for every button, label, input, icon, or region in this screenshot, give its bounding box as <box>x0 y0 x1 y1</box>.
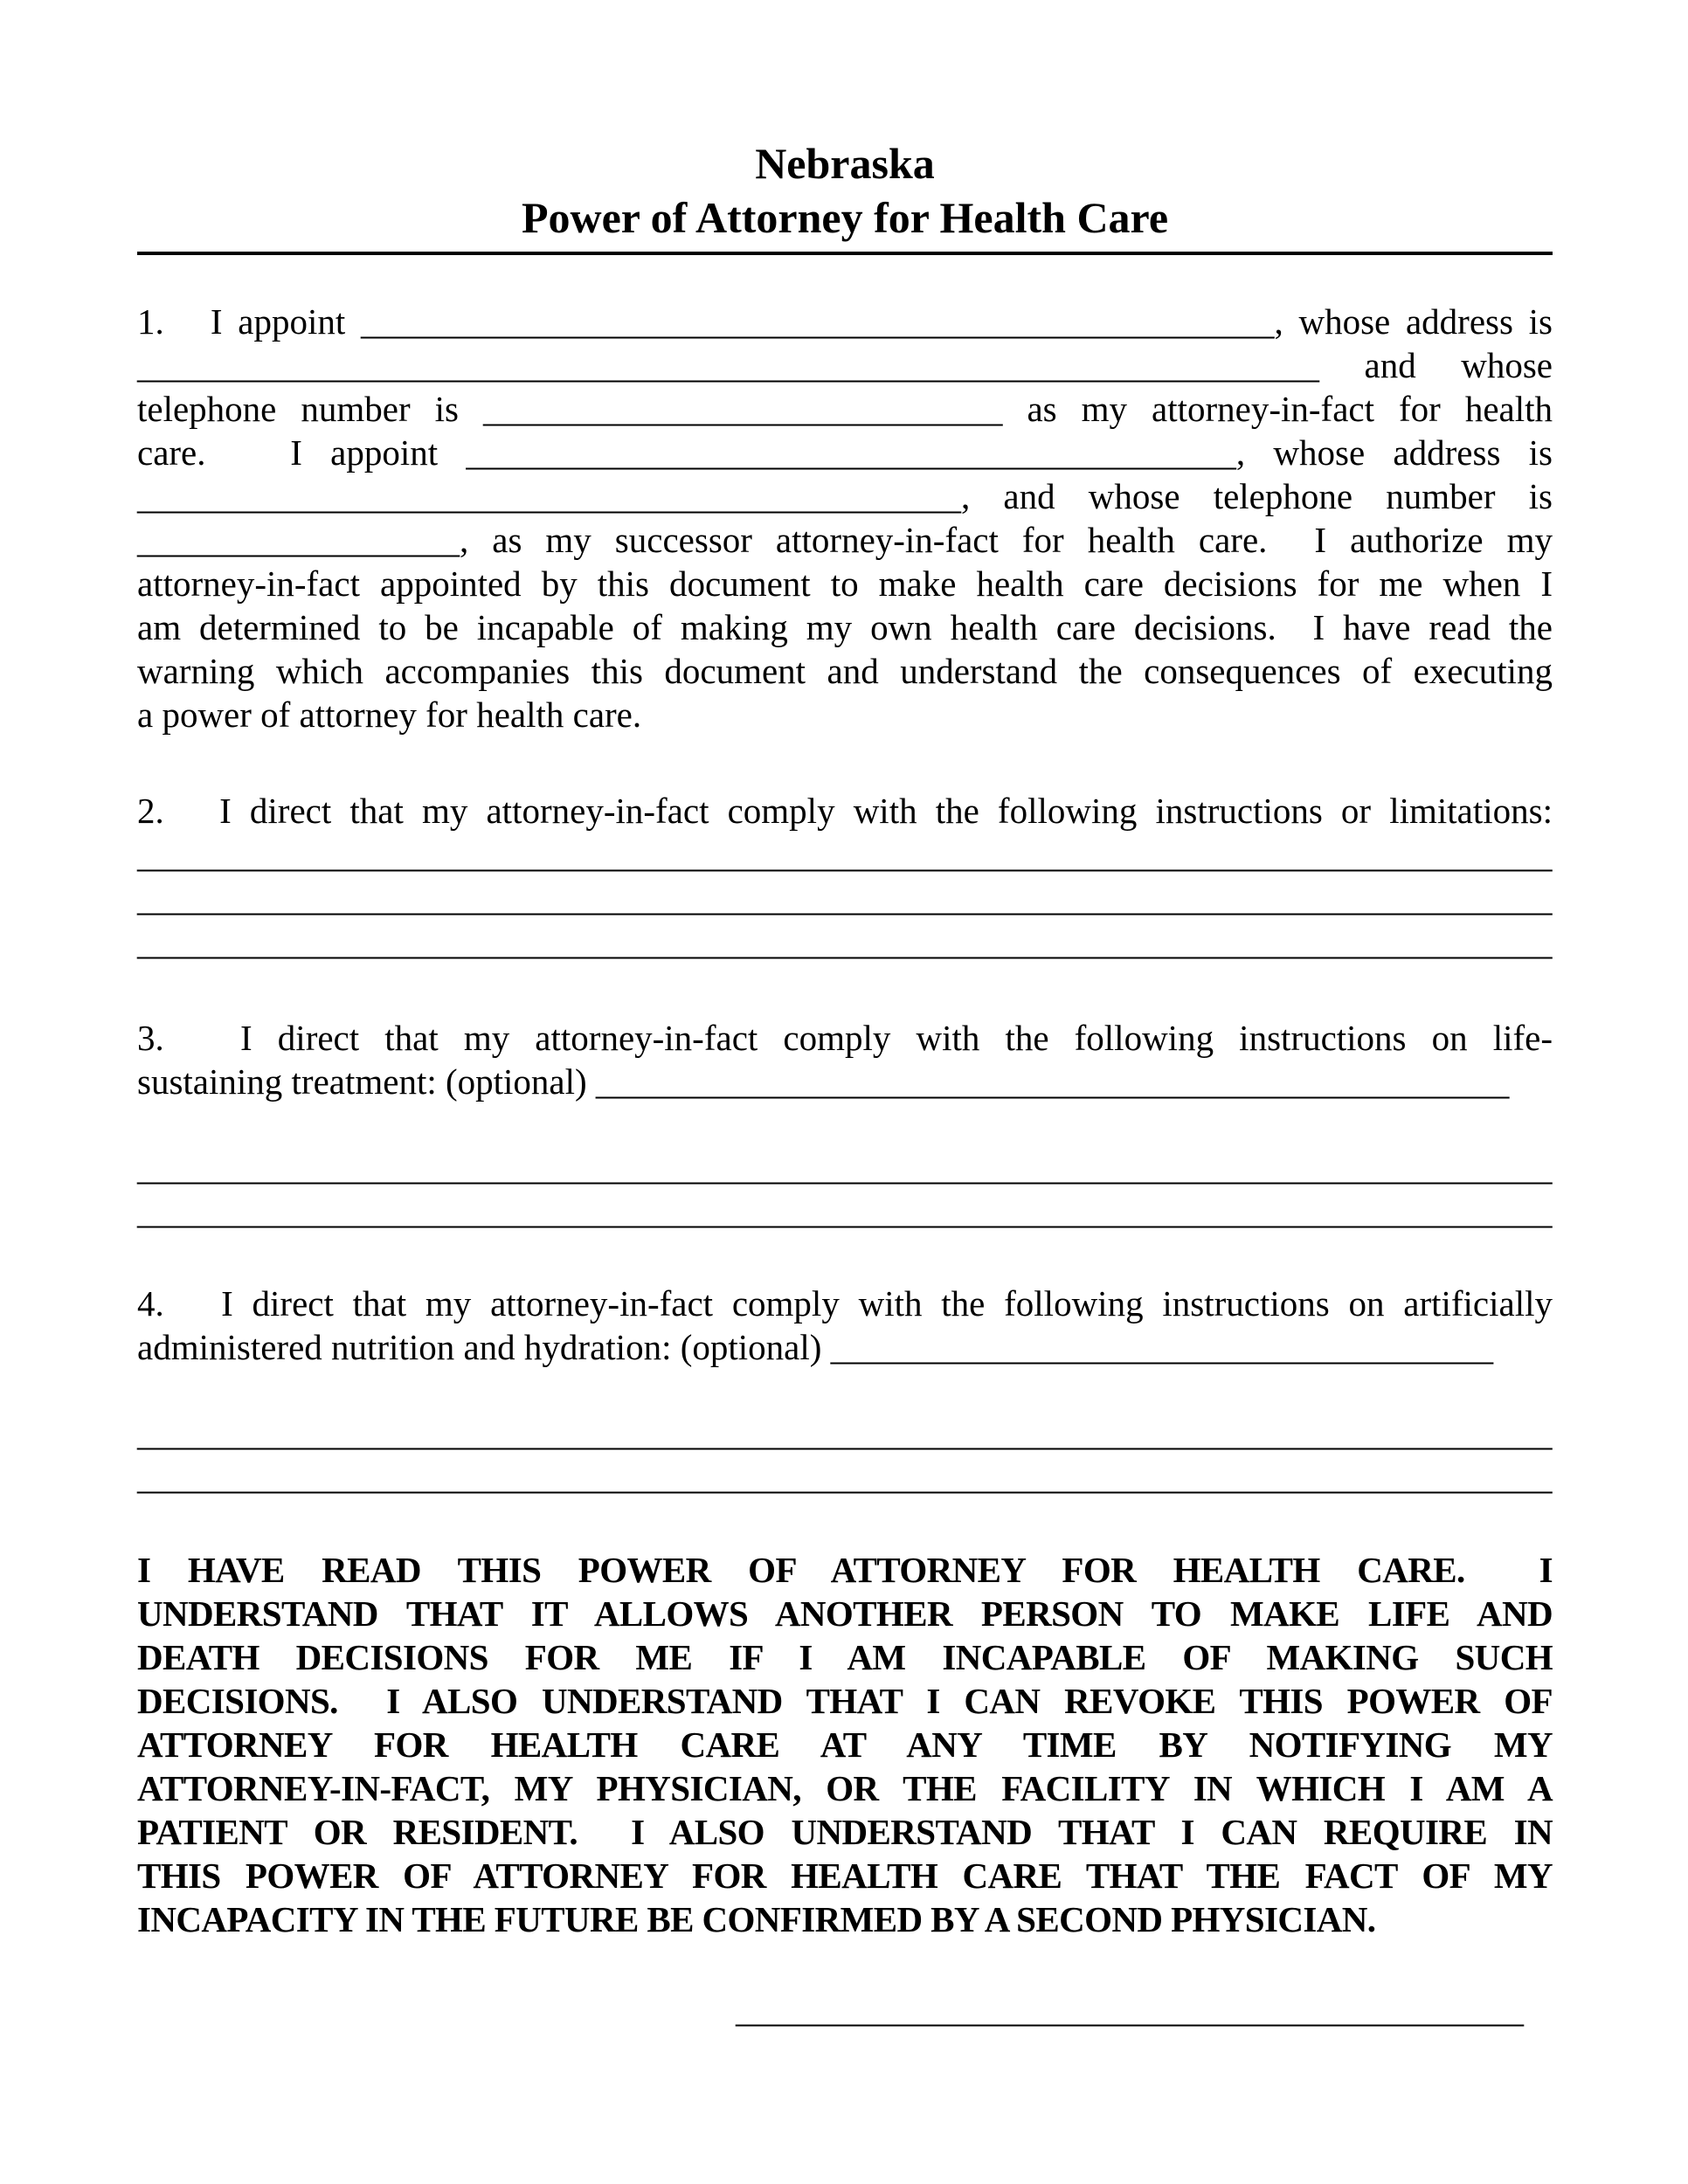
acknowledgment-paragraph <box>137 1548 1553 1941</box>
text-line: ATTORNEY FOR HEALTH CARE AT ANY TIME BY NOTIFYING MY <box>137 1724 1553 1765</box>
text-line: 4. I direct that my attorney-in-fact comply with the following instructions on artificially <box>137 1283 1553 1324</box>
blank-line: _______________________________________________________________________________ <box>137 878 1553 918</box>
document-title <box>137 136 1553 245</box>
text-line: DEATH DECISIONS FOR ME IF I AM INCAPABLE OF MAKING SUCH <box>137 1637 1553 1677</box>
blank-line: _______________________________________________________________________________ <box>137 834 1553 874</box>
title-rule <box>137 252 1553 255</box>
text-line: 2. I direct that my attorney-in-fact comply with the following instructions or limitations: <box>137 791 1553 831</box>
text-line: THIS POWER OF ATTORNEY FOR HEALTH CARE THAT THE FACT OF MY <box>137 1856 1553 1896</box>
text-line: 1. I appoint ___________________________________________________, whose address is <box>137 301 1553 342</box>
title-subject: Power of Attorney for Health Care <box>521 193 1169 242</box>
blank-line: _______________________________________________________________________________ <box>137 1413 1553 1453</box>
blank-line: _______________________________________________________________________________ <box>137 1456 1553 1496</box>
blank-line: _______________________________________________________________________________ <box>137 1191 1553 1231</box>
paragraph-3-write-in-lines <box>137 1145 1553 1233</box>
text-line: INCAPACITY IN THE FUTURE BE CONFIRMED BY A SECOND PHYSICIAN. <box>137 1899 1376 1939</box>
text-line: attorney-in-fact appointed by this document to make health care decisions for me when I <box>137 563 1553 604</box>
text-line: I HAVE READ THIS POWER OF ATTORNEY FOR HEALTH CARE. I <box>137 1550 1553 1590</box>
text-line: ATTORNEY-IN-FACT, MY PHYSICIAN, OR THE FACILITY IN WHICH I AM A <box>137 1768 1553 1808</box>
paragraph-2-instructions <box>137 789 1553 833</box>
blank-line: _______________________________________________________________________________ <box>137 1147 1553 1187</box>
text-line: 3. I direct that my attorney-in-fact comply with the following instructions on life- <box>137 1018 1553 1058</box>
text-line: __________________________________________________________________ and whose <box>137 345 1553 385</box>
paragraph-2-write-in-lines <box>137 833 1553 964</box>
signature-line: ____________________________________________ <box>736 1989 1524 2029</box>
title-state: Nebraska <box>755 139 935 188</box>
text-line: a power of attorney for health care. <box>137 695 642 735</box>
text-line: sustaining treatment: (optional) ___________________________________________________ <box>137 1061 1510 1102</box>
text-line: administered nutrition and hydration: (optional) _____________________________________ <box>137 1327 1494 1367</box>
text-line: UNDERSTAND THAT IT ALLOWS ANOTHER PERSON TO MAKE LIFE AND <box>137 1593 1553 1634</box>
text-line: DECISIONS. I ALSO UNDERSTAND THAT I CAN REVOKE THIS POWER OF <box>137 1681 1553 1721</box>
blank-line: _______________________________________________________________________________ <box>137 922 1553 962</box>
text-line: __________________, as my successor attorney-in-fact for health care. I authorize my <box>137 520 1553 560</box>
text-line: care. I appoint ___________________________________________, whose address is <box>137 432 1553 473</box>
text-line: warning which accompanies this document and understand the consequences of executing <box>137 651 1553 691</box>
text-line: PATIENT OR RESIDENT. I ALSO UNDERSTAND THAT I CAN REQUIRE IN <box>137 1812 1553 1852</box>
paragraph-1-appointment <box>137 300 1553 736</box>
text-line: ______________________________________________, and whose telephone number is <box>137 476 1553 516</box>
paragraph-4-write-in-lines <box>137 1411 1553 1498</box>
text-line: telephone number is _____________________________ as my attorney-in-fact for health <box>137 389 1553 429</box>
paragraph-3-life-sustaining <box>137 1016 1553 1103</box>
signature-area <box>137 1987 1553 2031</box>
text-line: am determined to be incapable of making my own health care decisions. I have read the <box>137 607 1553 647</box>
paragraph-4-nutrition-hydration <box>137 1282 1553 1369</box>
